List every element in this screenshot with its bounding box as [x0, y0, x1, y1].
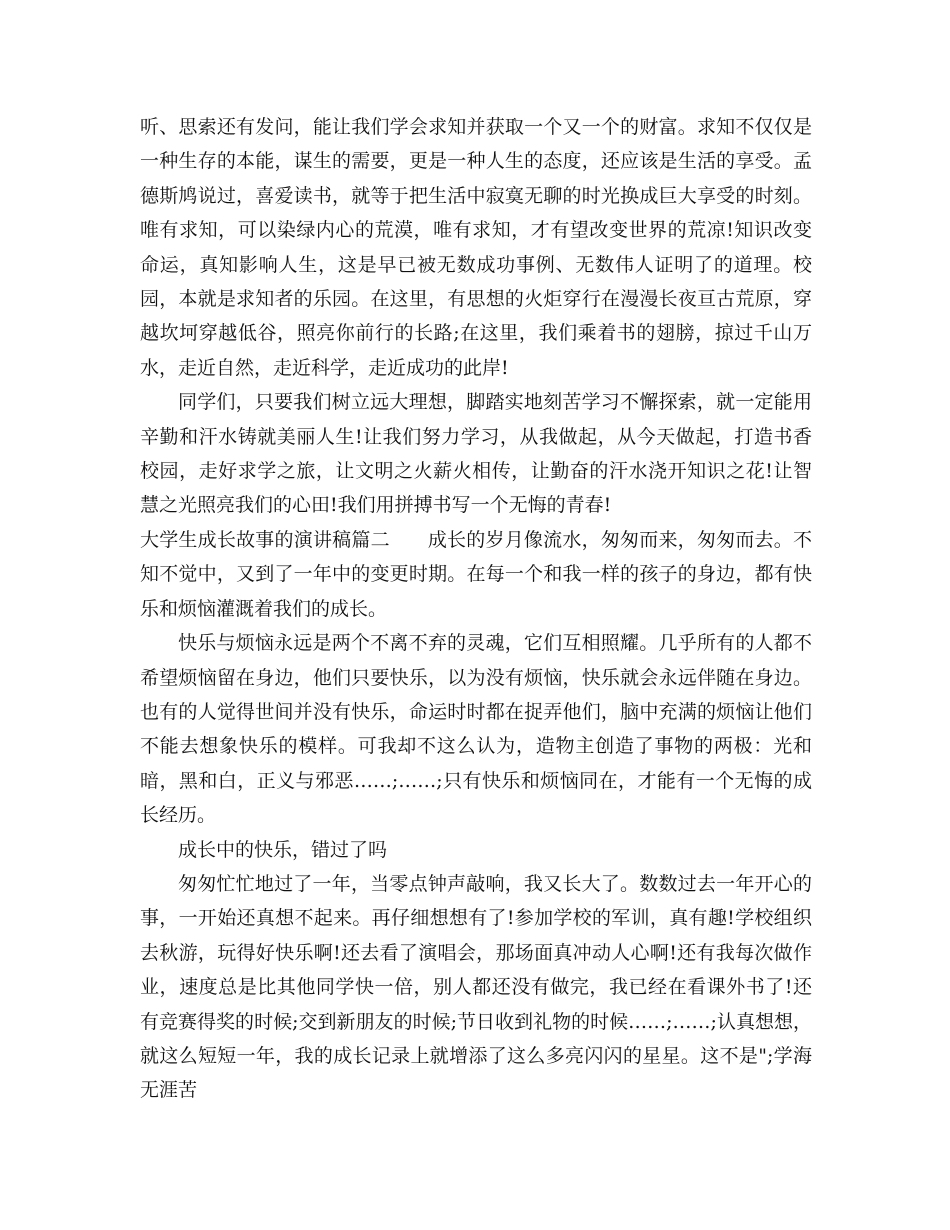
section-title-paragraph	[140, 523, 812, 626]
section-title: 大学生成长故事的演讲稿篇二	[140, 528, 390, 551]
paragraph-3: 成长的岁月像流水，匆匆而来，匆匆而去。不知不觉中，又到了一年中的变更时期。在每一个和我一样的孩子的身边，都有快乐和烦恼灌溉着我们的成长。	[140, 528, 812, 620]
document-body	[140, 110, 812, 1108]
subheading: 成长中的快乐，错过了吗	[178, 838, 388, 861]
paragraph-2: 同学们，只要我们树立远大理想，脚踏实地刻苦学习不懈探索，就一定能用辛勤和汗水铸就美丽人生!让我们努力学习，从我做起，从今天做起，打造书香校园，走好求学之旅，让文明之火薪火相传，让勤奋的汗水浇开知识之花!让智慧之光照亮我们的心田!我们用拼搏书写一个无悔的青春!	[140, 391, 812, 517]
paragraph-5: 匆匆忙忙地过了一年，当零点钟声敲响，我又长大了。数数过去一年开心的事，一开始还真想不起来。再仔细想想有了!参加学校的军训，真有趣!学校组织去秋游，玩得好快乐啊!还去看了演唱会，那场面真冲动人心啊!还有我每次做作业，速度总是比其他同学快一倍，别人都还没有做完，我已经在看课外书了!还有竞赛得奖的时候;交到新朋友的时候;节日收到礼物的时候……;……;认真想想，就这么短短一年，我的成长记录上就增添了这么多亮闪闪的星星。这不是";学海无涯苦	[140, 872, 812, 1102]
paragraph-1: 听、思索还有发问，能让我们学会求知并获取一个又一个的财富。求知不仅仅是一种生存的本能，谋生的需要，更是一种人生的态度，还应该是生活的享受。孟德斯鸠说过，喜爱读书，就等于把生活中寂寞无聊的时光换成巨大享受的时刻。唯有求知，可以染绿内心的荒漠，唯有求知，才有望改变世界的荒凉!知识改变命运，真知影响人生，这是早已被无数成功事例、无数伟人证明了的道理。校园，本就是求知者的乐园。在这里，有思想的火炬穿行在漫漫长夜亘古荒原，穿越坎坷穿越低谷，照亮你前行的长路;在这里，我们乘着书的翅膀，掠过千山万水，走近自然，走近科学，走近成功的此岸!	[140, 116, 812, 379]
paragraph-4: 快乐与烦恼永远是两个不离不弃的灵魂，它们互相照耀。几乎所有的人都不希望烦恼留在身边，他们只要快乐，以为没有烦恼，快乐就会永远伴随在身边。也有的人觉得世间并没有快乐，命运时时都在捉弄他们，脑中充满的烦恼让他们不能去想象快乐的模样。可我却不这么认为，造物主创造了事物的两极：光和暗，黑和白，正义与邪恶……;……;只有快乐和烦恼同在，才能有一个无悔的成长经历。	[140, 632, 812, 827]
